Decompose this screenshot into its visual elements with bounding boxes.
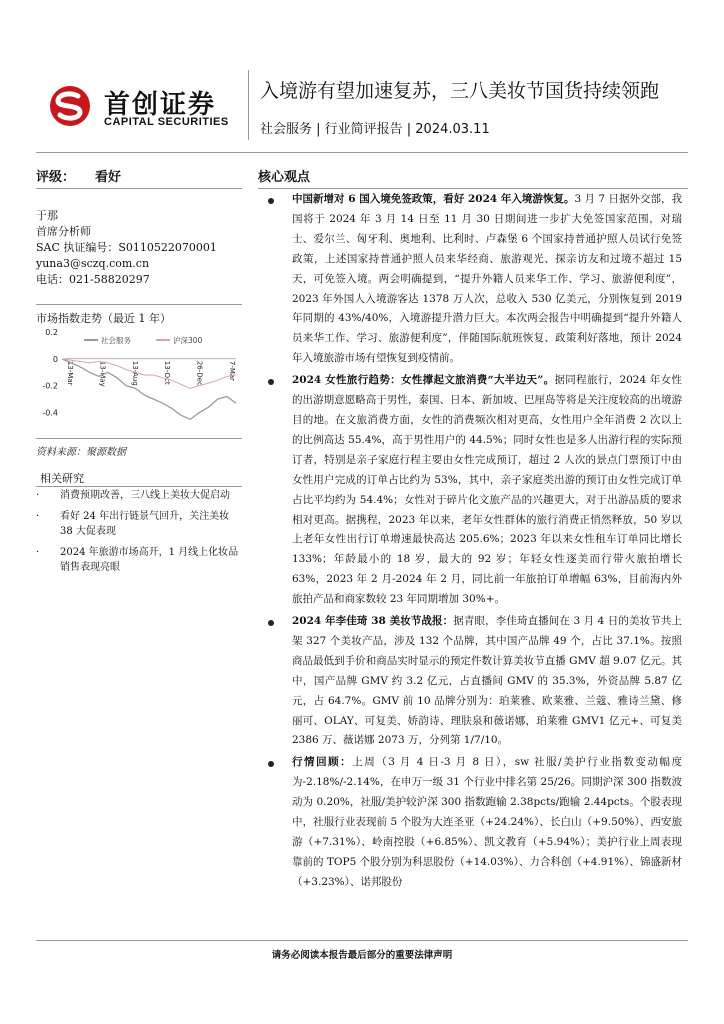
core-view-text: 据青眼，李佳琦直播间在 3 月 4 日的美妆节共上架 327 个美妆产品，涉及 132 个品牌，其中国产品牌 49 个，占比 37.1%。按照商品最低到手价和商品实时显示的预定件数计算美妆节直播 GMV 超 9.07 亿元。其中，国产品牌 GMV 约 3.2 亿元，占直播间 GMV 的 35.3%，外资品牌 5.87 亿元，占 64.7%。GMV 前 10 品牌分别为：珀莱雅、欧莱雅、兰蔻、雅诗兰黛、修丽可、OLAY、可复美、娇韵诗、理肤泉和薇诺娜，珀莱雅 GMV1 亿元+、可复美 2386 万、薇诺娜 2073 万，分列第 1/7/10。: [292, 615, 682, 747]
chart-source: 资料来源：聚源数据: [36, 447, 126, 458]
company-logo: [44, 84, 240, 134]
analyst-email[interactable]: yuna3@sczq.com.cn: [36, 257, 150, 270]
capital-securities-logo-icon: [44, 84, 100, 128]
legal-notice: 请务必阅读本报告最后部分的重要法律声明: [271, 950, 453, 961]
related-research-list: [36, 488, 244, 581]
analyst-phone: 电话：021-58820297: [36, 273, 150, 286]
core-view-item: [262, 371, 682, 610]
bullet-icon: ·: [36, 490, 40, 501]
related-research-text: 消费预期改善，三八线上美妆大促启动: [60, 490, 230, 501]
core-view-text: 3 月 7 日据外交部，我国将于 2024 年 3 月 14 日至 11 月 30 日期间进一步扩大免签国家范围，对瑞士、爱尔兰、匈牙利、奥地利、比利时、卢森堡 6 个国家持普通护照人员试行免签政策，上述国家持普通护照人员来华经商、旅游观光、探亲访友和过境不超过 15 天，可免签入境。两会明确提到，“提升外籍人员来华工作、学习、旅游便利度”，2023 年外国人入境游客达 1378 万人次，总收入 530 亿美元，分别恢复到 2019 年同期的 43%/40%，入境游提升潜力巨大。本次两会报告中明确提到“提升外籍人员来华工作、学习、旅游便利度”，伴随国际航班恢复、政策利好落地，预计 2024 年入境旅游市场有望恢复到疫情前。: [292, 193, 683, 365]
y-tick-label: 0.2: [45, 328, 58, 337]
bullet-icon: [268, 379, 274, 385]
core-views-list: [262, 190, 682, 895]
analyst-sac: SAC 执证编号：S0110522070001: [36, 241, 217, 254]
analyst-role: 首席分析师: [36, 225, 91, 238]
legend-label: 社会服务: [101, 336, 131, 345]
core-view-item: [262, 190, 682, 369]
header-divider: [248, 70, 249, 140]
core-view-lead: 行情回顾：: [292, 756, 353, 769]
series-line: [62, 359, 236, 419]
header-rule: [36, 152, 688, 153]
related-rule: [36, 486, 242, 487]
related-research-text: 2024 年旅游市场高开，1 月线上化妆品销售表现亮眼: [60, 547, 239, 573]
related-research-item[interactable]: [36, 488, 244, 503]
analyst-name: 于那: [36, 209, 58, 222]
x-tick-label: 13-May: [98, 360, 107, 387]
bullet-icon: ·: [36, 511, 40, 522]
core-view-lead: 中国新增对 6 国入境免签政策，看好 2024 年入境游恢复。: [292, 193, 575, 205]
core-view-item: [262, 753, 682, 892]
bullet-icon: [268, 620, 274, 626]
legend-label: 沪深300: [173, 336, 203, 345]
x-tick-label: 13-Oct: [163, 360, 172, 385]
report-title: 入境游有望加速复苏，三八美妆节国货持续领跑: [260, 80, 660, 102]
y-tick-label: -0.2: [42, 381, 58, 391]
core-view-item: [262, 612, 682, 751]
core-view-lead: 2024 女性旅行趋势：女性撑起文旅消费“大半边天”。: [292, 374, 555, 387]
rating: [36, 166, 121, 185]
core-view-text: 上周（3 月 4 日-3 月 8 日），sw 社服/美护行业指数变动幅度为-2.18%/-2.14%，在申万一级 31 个行业中排名第 25/26。同期沪深 300 指数波动为 0.20%，社服/美护较沪深 300 指数跑输 2.38pcts/跑输 2.44pcts。个股表现中，社服行业表现前 5 个股为大连圣亚（+24.24%）、长白山（+9.50%）、西安旅游（+7.31%）、岭南控股（+6.85%）、凯文教育（+5.94%）；美护行业上周表现靠前的 TOP5 个股分别为科思股份（+14.03%）、力合科创（+4.91%）、锦盛新材（+3.23%）、诺邦股份: [292, 756, 683, 888]
y-tick-label: 0: [52, 354, 58, 364]
rating-label: 评级：: [36, 170, 76, 185]
chart-bottom-rule: [36, 438, 242, 439]
y-tick-label: -0.4: [42, 408, 58, 418]
market-index-title: 市场指数走势（最近 1 年）: [36, 312, 171, 325]
related-research-item[interactable]: [36, 509, 244, 539]
series-line: [62, 359, 236, 389]
footer-rule: [36, 940, 688, 941]
x-tick-label: 13-Aug: [130, 360, 139, 386]
x-tick-label: 26-Dec: [195, 360, 204, 386]
x-tick-label: 13-Mar: [66, 360, 74, 386]
bullet-icon: [268, 761, 274, 767]
core-view-text: 据同程旅行，2024 年女性的出游期意愿略高于男性，泰国、日本、新加坡、巴厘岛等将是关注度较高的出境游目的地。在文旅消费方面，女性的消费频次相对更高，女性用户全年消费 2 次以上的比例高达 55.4%，高于男性用户的 44.5%；同时女性也是多人出游行程的实际预订者，特别是亲子家庭行程主要由女性完成预订，超过 2 人次的景点门票预订中由女性用户完成的订单占比约为 53%，其中，亲子家庭类出游的预订由女性完成订单占比平均约为 54.4%；女性对于碎片化文旅产品的兴趣更大，对于出游品质的要求相对更高。据携程，2023 年以来，老年女性群体的旅行消费正悄然释放，50 岁以上老年女性出行订单增速最快高达 205.6%；2023 年以来女性租车订单同比增长 133%；年龄最小的 18 岁，最大的 92 岁；年轻女性逐美而行带火旅拍增长 63%，2023 年 2 月-2024 年 2 月，同比前一年旅拍订单增幅 63%，目前海内外旅拍产品和商家数较 23 年同期增加 30%+。: [292, 374, 682, 606]
related-research-title: 相关研究: [40, 472, 84, 485]
chart-top-rule: [36, 304, 242, 305]
x-tick-label: 7-Mar: [228, 360, 236, 382]
analyst-info: [36, 208, 217, 288]
rating-value: 看好: [95, 170, 122, 185]
bullet-icon: ·: [36, 547, 40, 558]
rating-rule: [36, 188, 242, 189]
market-index-chart: [36, 326, 242, 436]
bullet-icon: [268, 198, 274, 204]
core-views-rule: [258, 188, 688, 189]
core-views-title: 核心观点: [258, 170, 311, 185]
logo-chinese-name: 首创证券: [104, 90, 217, 120]
related-research-item[interactable]: [36, 545, 244, 575]
logo-english-name: CAPITAL SECURITIES: [104, 116, 229, 128]
core-view-lead: 2024 年李佳琦 38 美妆节战报：: [292, 615, 454, 628]
related-research-text: 看好 24 年出行链景气回升，关注美妆 38 大促表现: [60, 511, 230, 537]
report-subtitle: 社会服务 | 行业简评报告 | 2024.03.11: [260, 122, 490, 137]
